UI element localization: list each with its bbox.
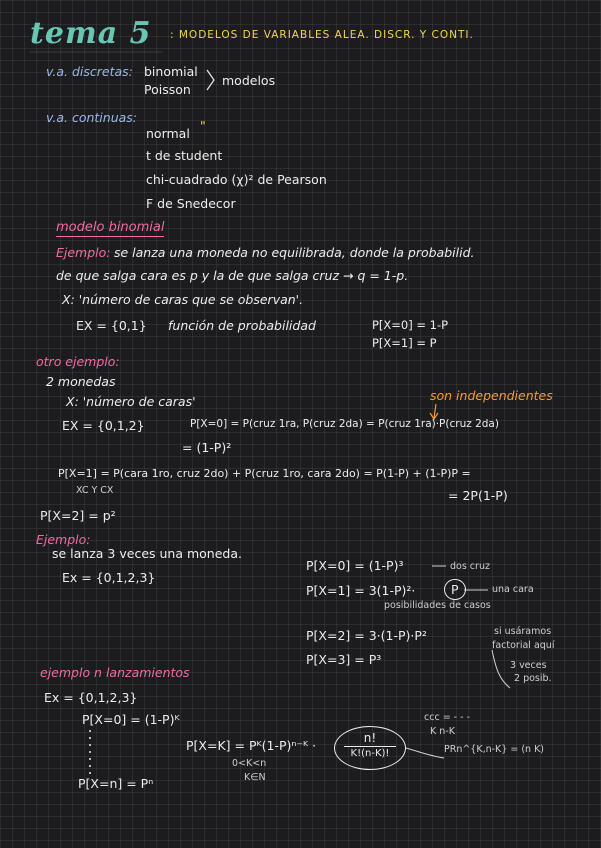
tres-posibilidades-note: posibilidades de casos (384, 600, 491, 611)
otro-independientes-note: son independientes (430, 388, 553, 403)
discretas-modelos: modelos (222, 73, 276, 88)
tres-p2: P[X=2] = 3·(1-P)·P² (306, 628, 427, 643)
normal-mark: " (200, 118, 206, 133)
tres-dos-cruz-note: dos cruz (450, 561, 490, 572)
n-frac-line (344, 746, 396, 747)
n-frac-bottom: K!(n-K)! (350, 748, 390, 759)
n-pk: P[X=K] = Pᴷ(1-P)ⁿ⁻ᴷ · (186, 738, 317, 753)
discretas-item-poisson: Poisson (144, 82, 191, 97)
n-dots (86, 740, 99, 755)
tres-ex-set: Ex = {0,1,2,3} (62, 570, 156, 585)
section-heading-n-lanzamientos: ejemplo n lanzamientos (40, 665, 190, 680)
otro-p1-sub: XC Y CX (76, 485, 114, 496)
binomial-ex-set: EX = {0,1} (76, 318, 147, 333)
continuas-item-f-snedecor: F de Snedecor (146, 196, 236, 211)
binomial-line1: se lanza una moneda no equilibrada, donde la probabilid. (114, 245, 475, 260)
continuas-item-normal: normal (146, 126, 190, 141)
otro-p0-line: P[X=0] = P(cruz 1ra, P(cruz 2da) = P(cruz 1ra)·P(cruz 2da) (190, 418, 499, 430)
otro-p1-result: = 2P(1-P) (448, 488, 508, 503)
discretas-item-binomial: binomial (144, 64, 198, 79)
tres-p1-circled: P (444, 579, 466, 600)
otro-monedas: 2 monedas (46, 374, 116, 389)
n-cond2: K∈N (244, 772, 266, 783)
tres-dos-posib-note: 2 posib. (514, 673, 552, 684)
tres-factorial-note: factorial aquí (492, 640, 555, 651)
otro-x-def: X: 'número de caras' (66, 394, 196, 409)
otro-ex-set: EX = {0,1,2} (62, 418, 145, 433)
n-ex-set: Ex = {0,1,2,3} (44, 690, 138, 705)
otro-p1-line: P[X=1] = P(cara 1ro, cruz 2do) + P(cruz 1ro, cara 2do) = P(1-P) + (1-P)P = (58, 467, 471, 480)
tres-p3: P[X=3] = P³ (306, 652, 382, 667)
discretas-label: v.a. discretas: (46, 64, 133, 79)
tres-tres-veces-note: 3 veces (510, 660, 547, 671)
tres-una-cara-note: una cara (492, 584, 534, 595)
section-heading-otro-ejemplo: otro ejemplo: (36, 354, 120, 369)
section-heading-binomial: modelo binomial (56, 220, 165, 235)
n-note2: K n-K (430, 726, 455, 737)
tres-ejemplo-label: Ejemplo: (36, 532, 91, 547)
n-binomial-coefficient (334, 726, 406, 770)
tres-line: se lanza 3 veces una moneda. (52, 546, 242, 561)
binomial-x-def: X: 'número de caras que se observan'. (62, 292, 304, 307)
binomial-funcion-label: función de probabilidad (168, 318, 316, 333)
n-cond1: 0<K<n (232, 758, 267, 769)
binomial-p0: P[X=0] = 1-P (372, 318, 449, 332)
n-pn: P[X=n] = Pⁿ (78, 776, 154, 791)
page-subtitle: : MODELOS DE VARIABLES ALEA. DISCR. Y CONTI. (170, 29, 474, 41)
binomial-p1: P[X=1] = P (372, 336, 437, 350)
otro-p2-line: P[X=2] = p² (40, 508, 116, 523)
continuas-item-t-student: t de student (146, 148, 223, 163)
continuas-label: v.a. continuas: (46, 110, 138, 125)
tres-p1-pre: P[X=1] = 3(1-P)²· (306, 583, 416, 598)
n-note3: PRn^{K,n-K} = (n K) (444, 744, 545, 755)
n-note1: ccc = - - - (424, 712, 470, 723)
binomial-ejemplo-label: Ejemplo: (56, 245, 111, 260)
binomial-line2: de que salga cara es p y la de que salga cruz → q = 1-p. (56, 268, 409, 283)
n-frac-top: n! (363, 731, 377, 745)
page-title: tema 5 (30, 16, 152, 51)
tres-si-usaramos-note: si usáramos (494, 626, 552, 637)
n-p0: P[X=0] = (1-P)ᴷ (82, 712, 180, 727)
otro-p0-result: = (1-P)² (182, 440, 232, 455)
continuas-item-chi-cuadrado: chi-cuadrado (χ)² de Pearson (146, 172, 327, 187)
tres-p0: P[X=0] = (1-P)³ (306, 558, 404, 573)
